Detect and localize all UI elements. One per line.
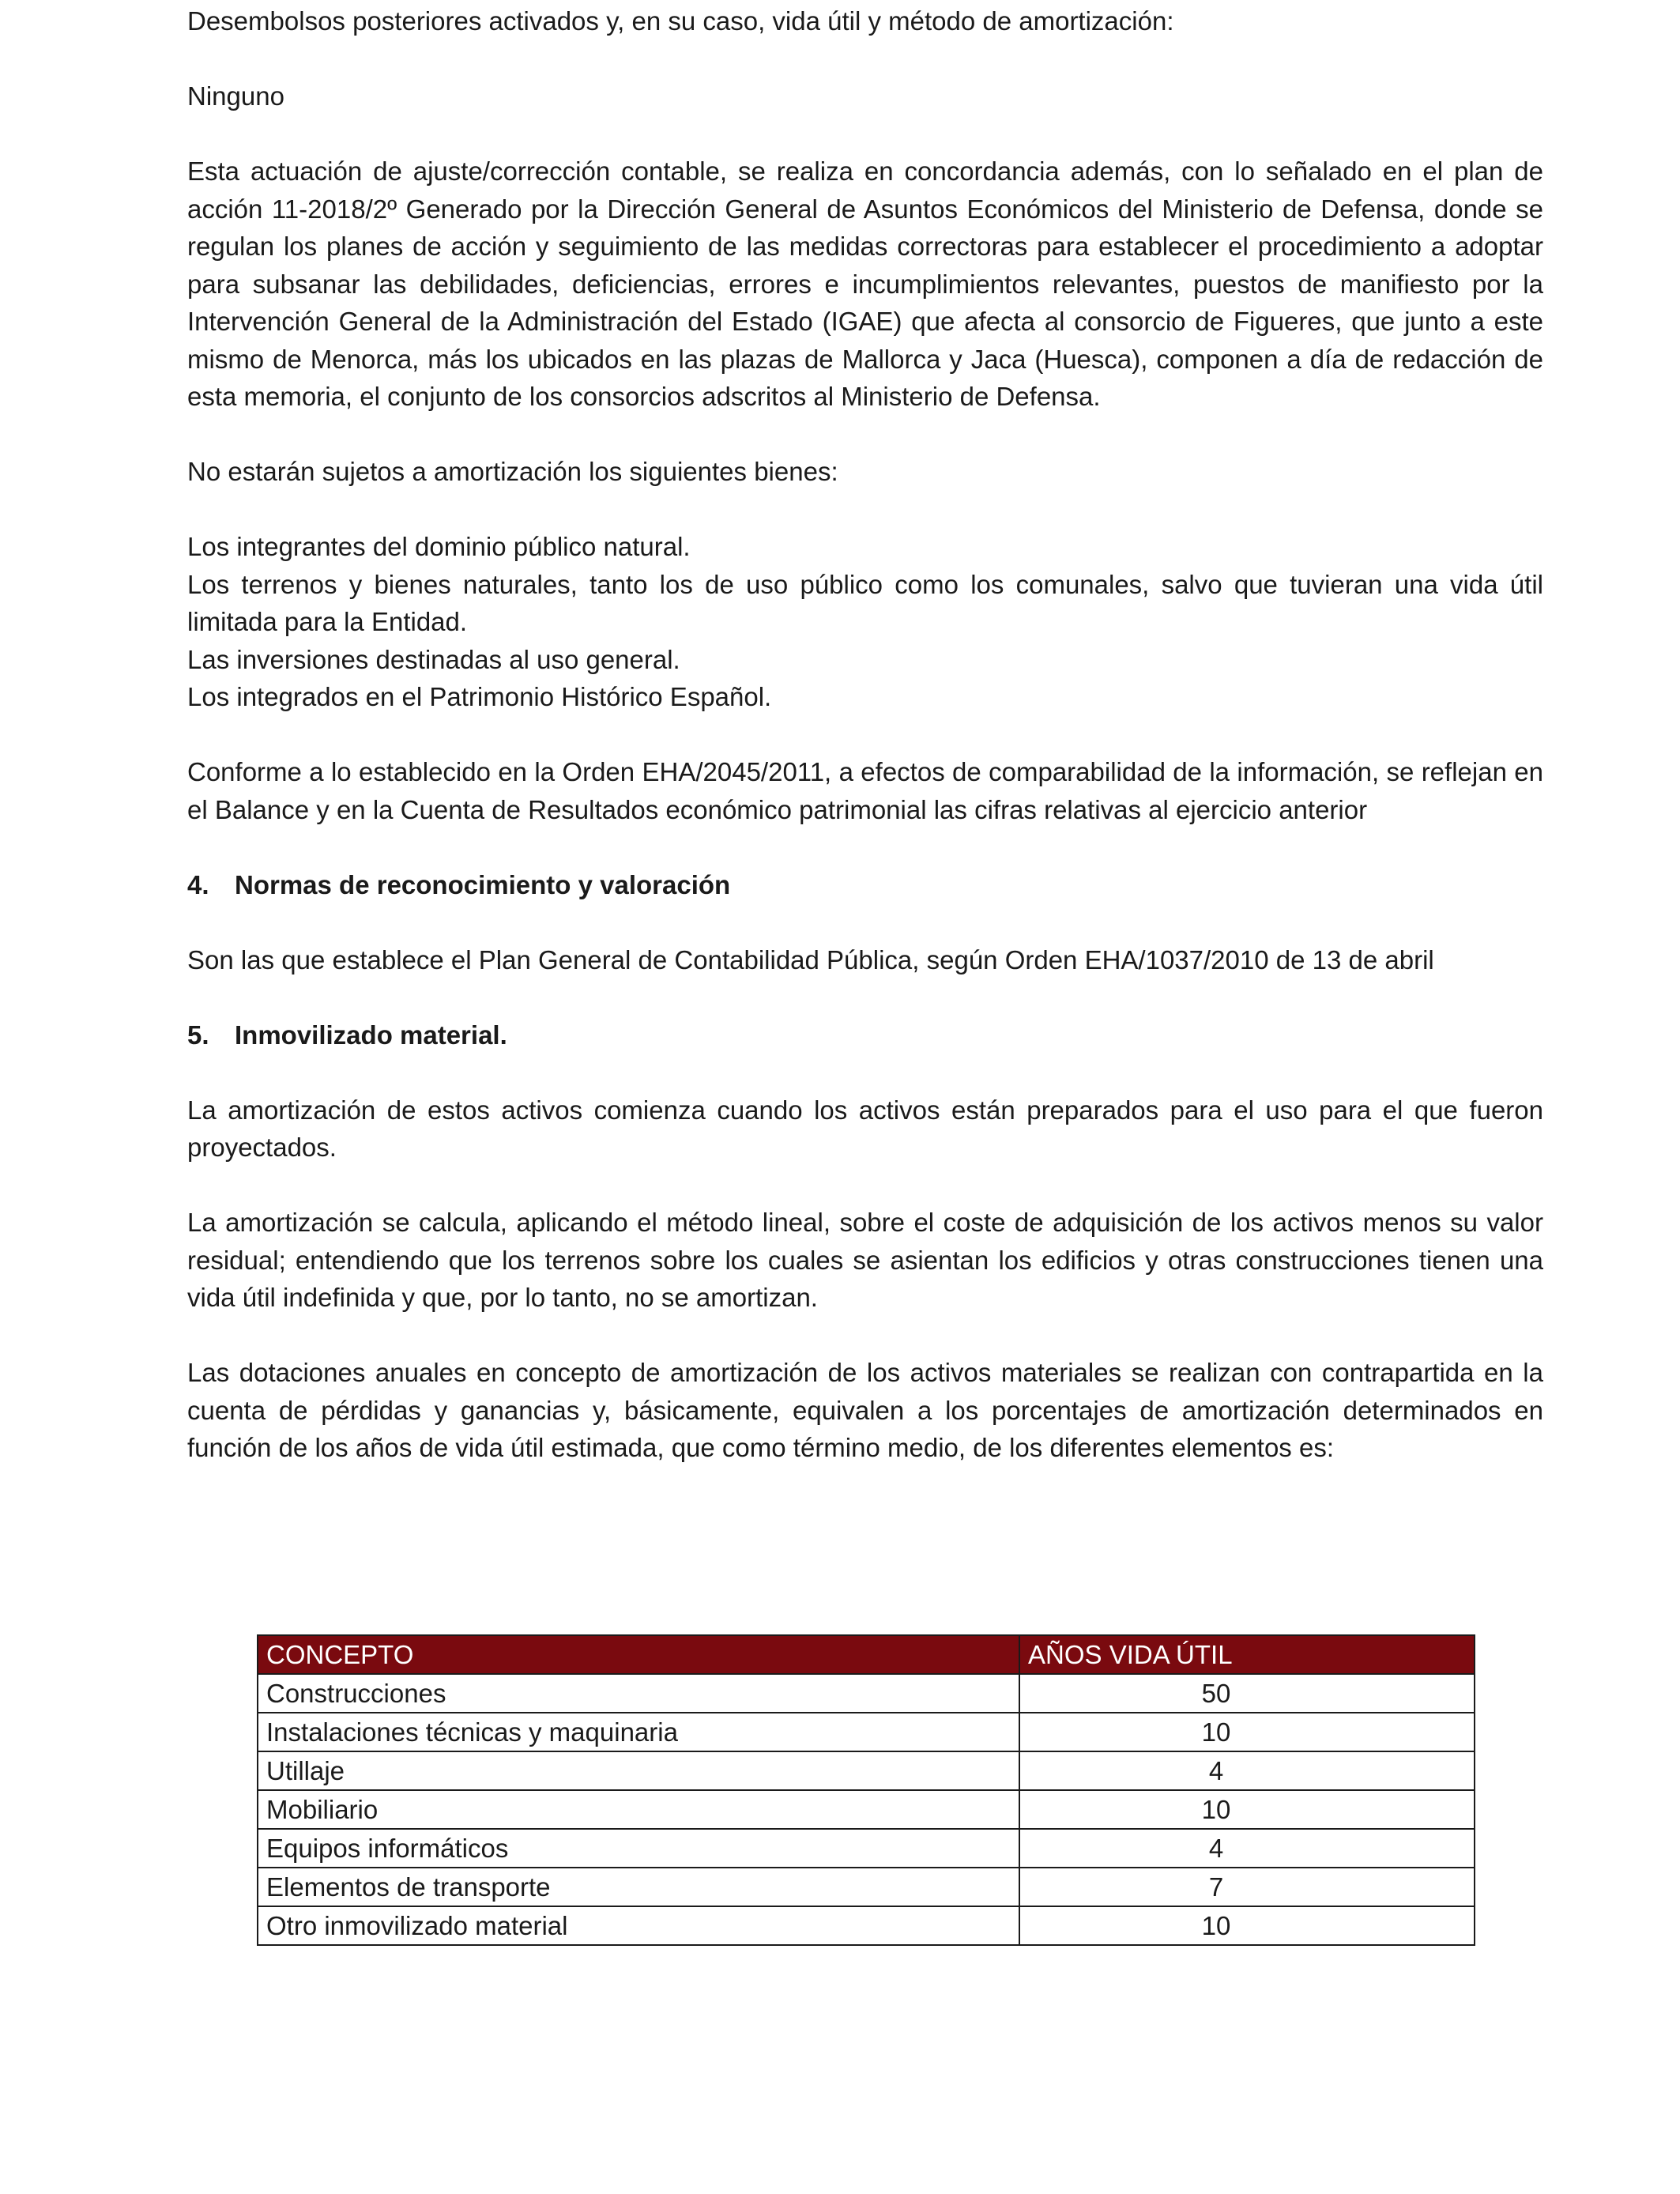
- table-row: [258, 1751, 1475, 1790]
- cell-concept: Utillaje: [258, 1751, 1019, 1790]
- amortization-table: [257, 1634, 1475, 1946]
- table-row: [258, 1868, 1475, 1906]
- header-concept: CONCEPTO: [258, 1635, 1019, 1674]
- list-item: Las inversiones destinadas al uso general.: [187, 644, 680, 674]
- cell-years: 10: [1019, 1790, 1475, 1829]
- cell-years: 4: [1019, 1751, 1475, 1790]
- cell-concept: Elementos de transporte: [258, 1868, 1019, 1906]
- section-number: 5.: [187, 1020, 209, 1050]
- table-row: [258, 1906, 1475, 1945]
- paragraph-desembolsos: Desembolsos posteriores activados y, en su caso, vida útil y método de amortización:: [187, 6, 1174, 36]
- paragraph-comienza: La amortización de estos activos comienza cuando los activos están preparados para el uso para el que fueron proyectados.: [187, 1095, 1543, 1162]
- cell-years: 10: [1019, 1906, 1475, 1945]
- list-item: Los integrantes del dominio público natural.: [187, 532, 691, 561]
- paragraph-calcula: La amortización se calcula, aplicando el método lineal, sobre el coste de adquisición de los activos menos su valor residual; entendiendo que los terrenos sobre los cuales se asientan los edificios y otras construcciones tienen una vida útil indefinida y que, por lo tanto, no se amortizan.: [187, 1208, 1543, 1312]
- paragraph-normas: Son las que establece el Plan General de Contabilidad Pública, según Orden EHA/1037/2010 de 13 de abril: [187, 944, 1434, 974]
- cell-concept: Otro inmovilizado material: [258, 1906, 1019, 1945]
- cell-years: 50: [1019, 1674, 1475, 1713]
- cell-concept: Instalaciones técnicas y maquinaria: [258, 1713, 1019, 1751]
- paragraph-no-sujetos: No estarán sujetos a amortización los siguientes bienes:: [187, 457, 838, 486]
- cell-concept: Equipos informáticos: [258, 1829, 1019, 1868]
- header-years: AÑOS VIDA ÚTIL: [1019, 1635, 1475, 1674]
- section-number: 4.: [187, 869, 209, 899]
- list-item: Los integrados en el Patrimonio Histórico Español.: [187, 682, 772, 711]
- cell-years: 7: [1019, 1868, 1475, 1906]
- cell-years: 10: [1019, 1713, 1475, 1751]
- list-item: Los terrenos y bienes naturales, tanto los de uso público como los comunales, salvo que tuvieran una vida útil limitada para la Entidad.: [187, 569, 1543, 636]
- document-page: [187, 0, 1543, 1467]
- table-header-row: [258, 1635, 1475, 1674]
- paragraph-actuacion: Esta actuación de ajuste/corrección contable, se realiza en concordancia además, con lo señalado en el plan de acción 11-2018/2º Generado por la Dirección General de Asuntos Económicos del Ministerio de Defensa, donde se regulan los planes de acción y seguimiento de las medidas correctoras para establecer el procedimiento a adoptar para subsanar las debilidades, deficiencias, errores e incumplimientos relevantes, puestos de manifiesto por la Intervención General de la Administración del Estado (IGAE) que afecta al consorcio de Figueres, que junto a este mismo de Menorca, más los ubicados en las plazas de Mallorca y Jaca (Huesca), componen a día de redacción de esta memoria, el conjunto de los consorcios adscritos al Ministerio de Defensa.: [187, 156, 1543, 411]
- section-title: Inmovilizado material.: [235, 1020, 507, 1050]
- table-row: [258, 1674, 1475, 1713]
- paragraph-dotaciones: Las dotaciones anuales en concepto de amortización de los activos materiales se realizan con contrapartida en la cuenta de pérdidas y ganancias y, básicamente, equivalen a los porcentajes de amortización determinados en función de los años de vida útil estimada, que como término medio, de los diferentes elementos es:: [187, 1358, 1543, 1462]
- section-heading-5: [187, 1016, 1543, 1054]
- paragraph-conforme: Conforme a lo establecido en la Orden EHA/2045/2011, a efectos de comparabilidad de la información, se reflejan en el Balance y en la Cuenta de Resultados económico patrimonial las cifras relativas al ejercicio anterior: [187, 757, 1543, 824]
- table-row: [258, 1790, 1475, 1829]
- cell-years: 4: [1019, 1829, 1475, 1868]
- section-heading-4: [187, 866, 1543, 904]
- cell-concept: Mobiliario: [258, 1790, 1019, 1829]
- paragraph-ninguno: Ninguno: [187, 81, 284, 111]
- section-title: Normas de reconocimiento y valoración: [235, 869, 731, 899]
- cell-concept: Construcciones: [258, 1674, 1019, 1713]
- table-row: [258, 1829, 1475, 1868]
- table-row: [258, 1713, 1475, 1751]
